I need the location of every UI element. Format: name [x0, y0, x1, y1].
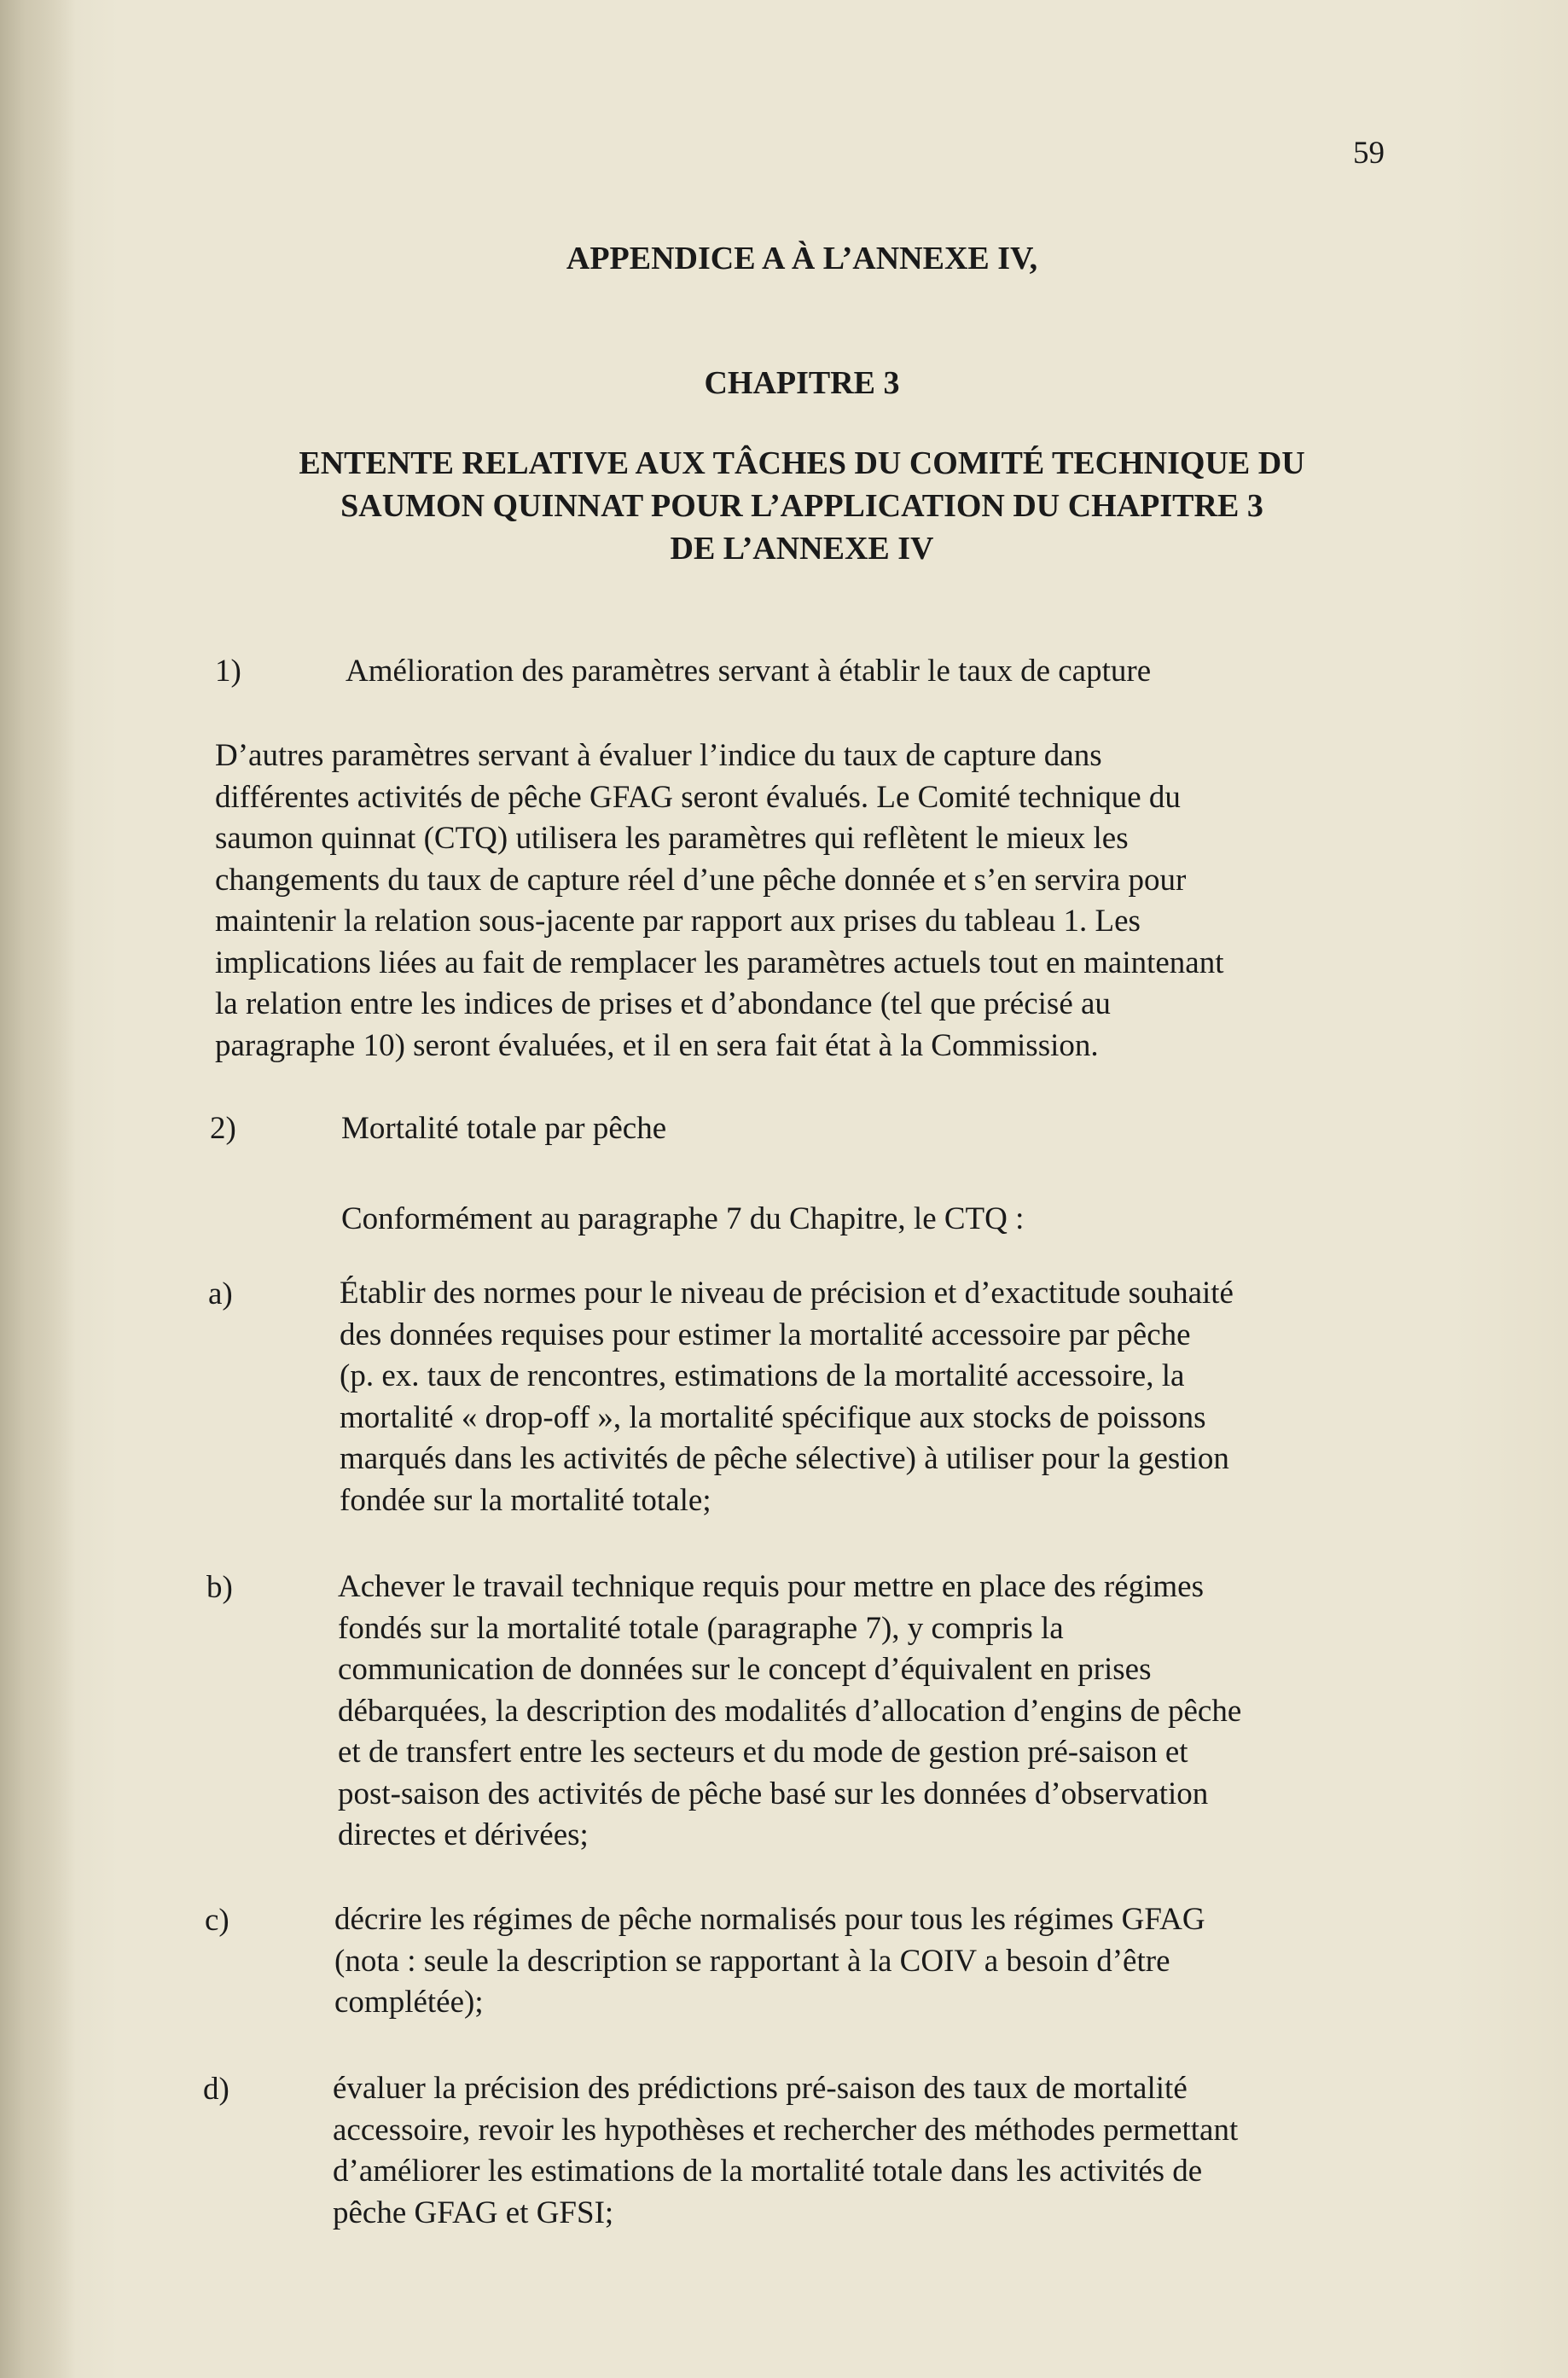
section-1-title: Amélioration des paramètres servant à établir le taux de capture: [346, 654, 1152, 689]
item-b-label: b): [206, 1570, 233, 1605]
paragraph-line: et de transfert entre les secteurs et du mode de gestion pré-saison et: [338, 1735, 1188, 1770]
section-2-title: Mortalité totale par pêche: [341, 1111, 667, 1146]
item-c-label: c): [205, 1903, 229, 1938]
section-2-number: 2): [210, 1111, 236, 1146]
agreement-heading-line-3: DE L’ANNEXE IV: [670, 531, 934, 567]
paragraph-line: accessoire, revoir les hypothèses et rechercher des méthodes permettant: [333, 2112, 1239, 2148]
item-d-text: [333, 2068, 1238, 2234]
paragraph-line: fondés sur la mortalité totale (paragraphe 7), y compris la: [338, 1610, 1064, 1646]
paragraph-line: paragraphe 10) seront évaluées, et il en sera fait état à la Commission.: [215, 1027, 1099, 1063]
agreement-heading-line-1: ENTENTE RELATIVE AUX TÂCHES DU COMITÉ TECHNIQUE DU: [299, 445, 1305, 481]
item-a-label: a): [208, 1276, 233, 1311]
section-1-number: 1): [215, 654, 241, 689]
book-spine-shadow: [0, 0, 75, 2378]
page-number: 59: [1353, 136, 1385, 171]
agreement-heading-line-2: SAUMON QUINNAT POUR L’APPLICATION DU CHAPITRE 3: [340, 488, 1263, 524]
paragraph-line: différentes activités de pêche GFAG seront évalués. Le Comité technique du: [215, 779, 1181, 815]
paragraph-line: des données requises pour estimer la mortalité accessoire par pêche: [340, 1317, 1191, 1352]
item-d-label: d): [203, 2072, 229, 2107]
paragraph-line: la relation entre les indices de prises et d’abondance (tel que précisé au: [215, 986, 1111, 1021]
paragraph-line: post-saison des activités de pêche basé sur les données d’observation: [338, 1776, 1209, 1811]
appendix-heading: APPENDICE A À L’ANNEXE IV,: [566, 241, 1038, 276]
paragraph-line: D’autres paramètres servant à évaluer l’indice du taux de capture dans: [215, 738, 1102, 773]
paragraph-line: communication de données sur le concept d’équivalent en prises: [338, 1652, 1152, 1687]
paragraph-line: Achever le travail technique requis pour mettre en place des régimes: [338, 1569, 1205, 1604]
paragraph-line: fondée sur la mortalité totale;: [340, 1482, 711, 1518]
paragraph-line: changements du taux de capture réel d’une pêche donnée et s’en servira pour: [215, 862, 1187, 898]
paragraph-line: complétée);: [334, 1985, 484, 2020]
paragraph-line: débarquées, la description des modalités d’allocation d’engins de pêche: [338, 1693, 1242, 1729]
paragraph-line: mortalité « drop-off », la mortalité spécifique aux stocks de poissons: [340, 1399, 1206, 1435]
paragraph-line: Établir des normes pour le niveau de précision et d’exactitude souhaité: [340, 1276, 1234, 1311]
agreement-heading: [213, 442, 1391, 570]
paragraph-line: d’améliorer les estimations de la mortalité totale dans les activités de: [333, 2154, 1203, 2189]
paragraph-line: saumon quinnat (CTQ) utilisera les paramètres qui reflètent le mieux les: [215, 821, 1129, 856]
paragraph-line: marqués dans les activités de pêche sélective) à utiliser pour la gestion: [340, 1441, 1229, 1476]
paragraph-line: maintenir la relation sous-jacente par rapport aux prises du tableau 1. Les: [215, 904, 1141, 939]
section-1-paragraph: [215, 735, 1224, 1067]
item-b-text: [338, 1567, 1241, 1857]
paragraph-line: pêche GFAG et GFSI;: [333, 2195, 614, 2230]
paragraph-line: (nota : seule la description se rapportant à la COIV a besoin d’être: [334, 1943, 1170, 1979]
section-2-intro: Conformément au paragraphe 7 du Chapitre, le CTQ :: [341, 1201, 1025, 1236]
paragraph-line: décrire les régimes de pêche normalisés pour tous les régimes GFAG: [334, 1902, 1205, 1937]
paragraph-line: directes et dérivées;: [338, 1817, 589, 1852]
chapter-heading: CHAPITRE 3: [704, 365, 900, 401]
paragraph-line: implications liées au fait de remplacer les paramètres actuels tout en maintenant: [215, 945, 1224, 980]
paragraph-line: (p. ex. taux de rencontres, estimations de la mortalité accessoire, la: [340, 1358, 1185, 1393]
item-a-text: [340, 1273, 1234, 1521]
item-c-text: [334, 1899, 1205, 2024]
paragraph-line: évaluer la précision des prédictions pré-saison des taux de mortalité: [333, 2071, 1188, 2106]
